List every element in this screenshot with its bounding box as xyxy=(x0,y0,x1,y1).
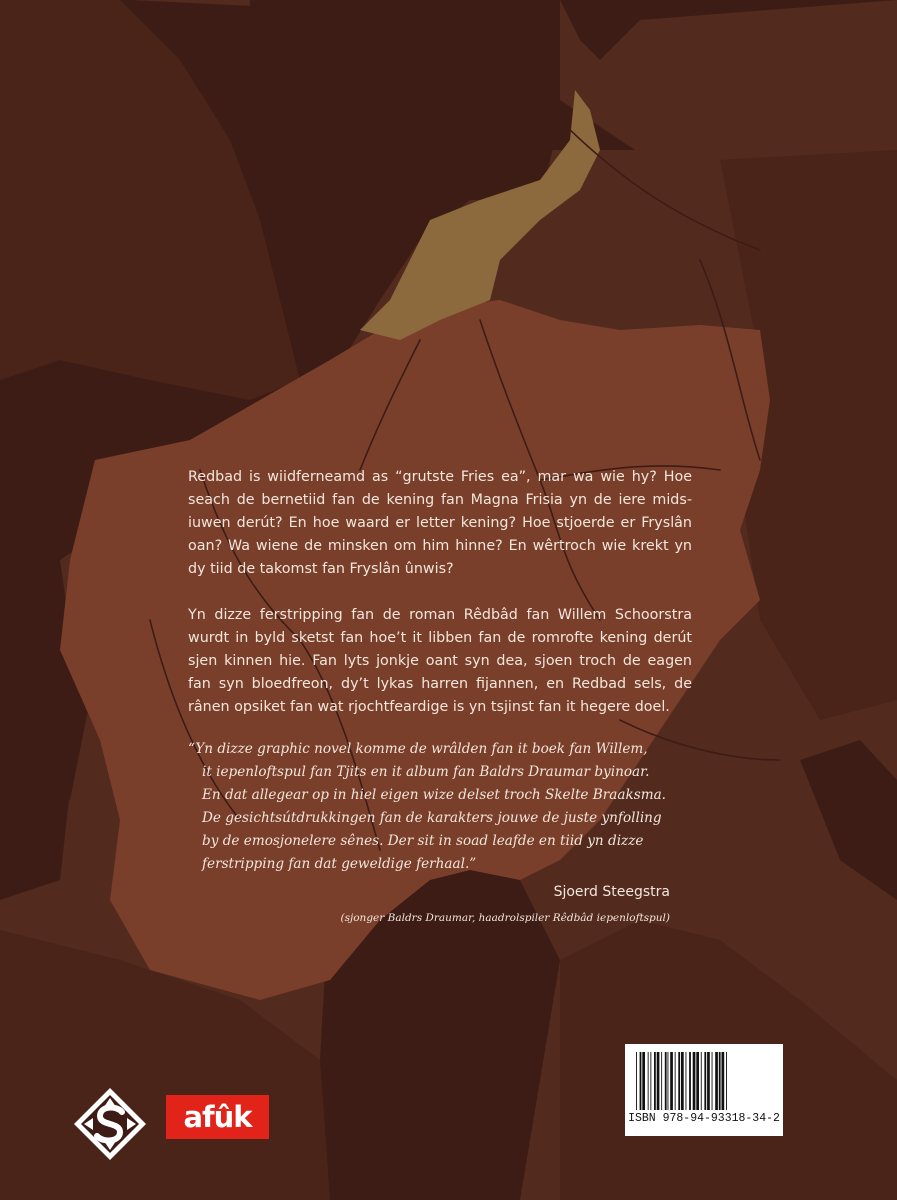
blurb-paragraph-2: Yn dizze ferstripping fan de roman Rêdbâd fan Willem Schoorstra wurdt in byld sketst fan hoe’t it libben fan de romrofte kening derút sjen kinnen hie. Fan lyts jonkje oant syn dea, sjoen troch de eagen fan syn bloedfreon, dy’t lykas harren fijannen, en Redbad sels, de rânen opsiket fan wat rjochtfeardige is yn tsjinst fan it hegere doel. xyxy=(188,607,692,715)
quote-line: by de emosjonelere sênes. Der sit in soad leafde en tiid yn dizze xyxy=(202,833,644,849)
barcode-box xyxy=(625,1044,783,1136)
s-arrows-logo-icon xyxy=(72,1086,148,1162)
quote-line: En dat allegear op in hiel eigen wize delset troch Skelte Braaksma. xyxy=(202,787,667,803)
blurb-paragraph-1: Redbad is wiidferneamd as “grutste Fries ea”, mar wa wie hy? Hoe seach de bernetiid fan de kening fan Magna Frisia yn de iere midsiuwen derút? En hoe waard er letter kening? Hoe stjoerde er Fryslân oan? Wa wiene de minsken om him hinne? En wêrtroch wie krekt yn dy tiid de takomst fan Fryslân ûnwis? xyxy=(188,469,692,577)
quote xyxy=(188,738,688,876)
barcode-icon xyxy=(634,1052,774,1110)
isbn-label: ISBN 978-94-93318-34-2 xyxy=(628,1112,780,1125)
quote-line: De gesichtsútdrukkingen fan de karakters jouwe de juste ynfolling xyxy=(202,810,662,826)
quote-line: ferstripping fan dat geweldige ferhaal.” xyxy=(202,856,477,872)
afuk-logo: afûk xyxy=(166,1095,269,1139)
quote-author-role: (sjonger Baldrs Draumar, haadrolspiler Rêdbâd iepenloftspul) xyxy=(340,912,670,924)
quote-line: it iepenloftspul fan Tjits en it album fan Baldrs Draumar byinoar. xyxy=(202,764,650,780)
quote-line: “Yn dizze graphic novel komme de wrâlden fan it boek fan Willem, xyxy=(188,741,648,757)
quote-author: Sjoerd Steegstra xyxy=(553,884,670,900)
blurb xyxy=(188,466,692,742)
